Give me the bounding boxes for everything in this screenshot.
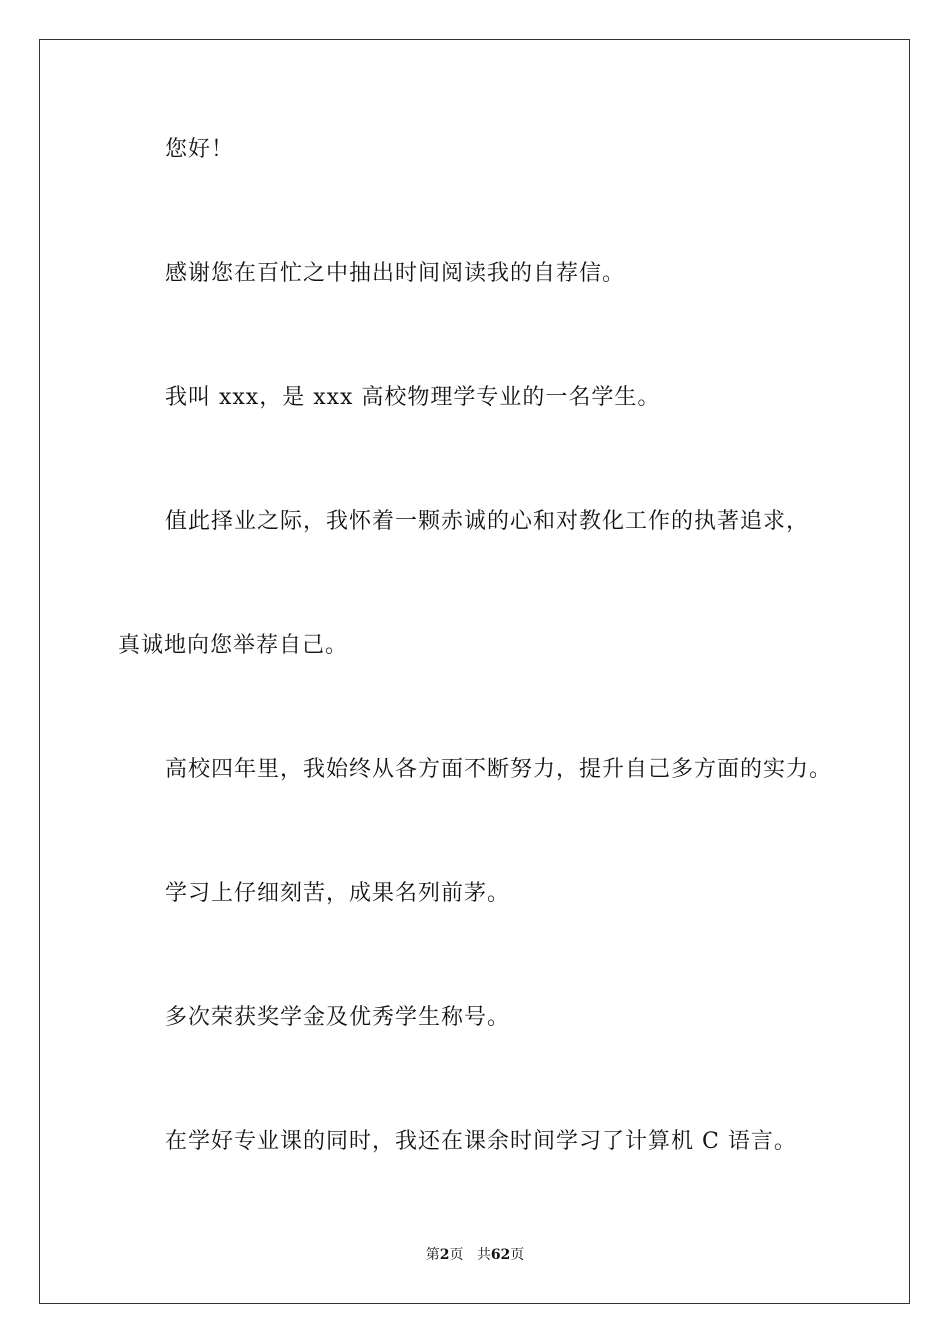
paragraph-greeting: 您好！ bbox=[165, 137, 235, 162]
page-footer bbox=[0, 1246, 950, 1264]
paragraph-awards: 多次荣获奖学金及优秀学生称号。 bbox=[165, 1005, 511, 1030]
paragraph-introduction: 我叫 xxx，是 xxx 高校物理学专业的一名学生。 bbox=[165, 385, 661, 410]
total-suffix: 页 bbox=[510, 1247, 525, 1263]
total-pages: 62 bbox=[490, 1247, 511, 1263]
paragraph-motivation-continued: 真诚地向您举荐自己。 bbox=[118, 633, 349, 658]
paragraph-university-years: 高校四年里，我始终从各方面不断努力，提升自己多方面的实力。 bbox=[165, 757, 833, 782]
paragraph-computer-skills: 在学好专业课的同时，我还在课余时间学习了计算机 C 语言。 bbox=[165, 1129, 797, 1154]
page-prefix: 第 bbox=[425, 1247, 440, 1263]
paragraph-motivation: 值此择业之际，我怀着一颗赤诚的心和对教化工作的执著追求， bbox=[165, 509, 810, 534]
total-prefix: 共 bbox=[476, 1247, 491, 1263]
page-suffix: 页 bbox=[449, 1247, 464, 1263]
paragraph-thanks: 感谢您在百忙之中抽出时间阅读我的自荐信。 bbox=[165, 261, 626, 286]
page-border bbox=[39, 39, 910, 1304]
page-number: 2 bbox=[439, 1247, 450, 1263]
paragraph-study: 学习上仔细刻苦，成果名列前茅。 bbox=[165, 881, 511, 906]
